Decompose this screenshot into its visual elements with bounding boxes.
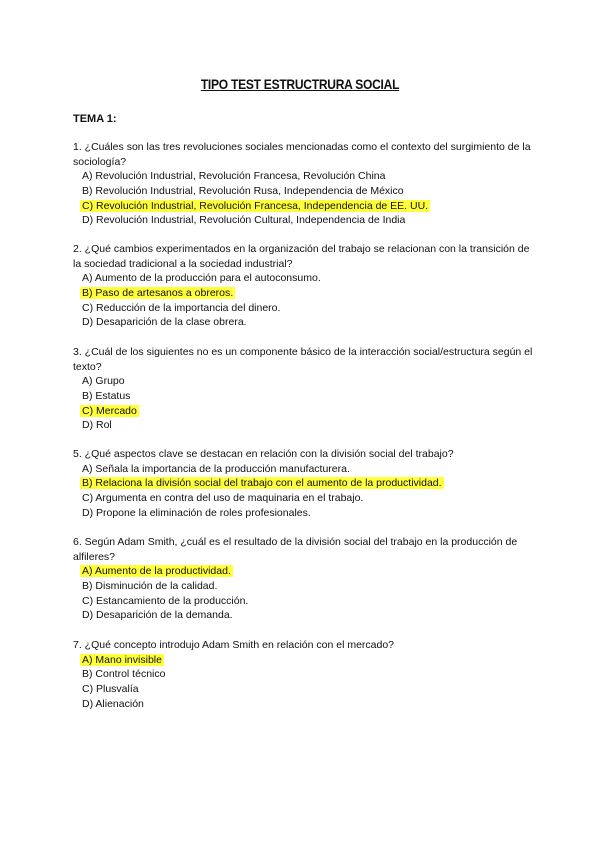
question-text: 7. ¿Qué concepto introdujo Adam Smith en relación con el mercado? (73, 639, 395, 651)
option-b: B) Disminución de la calidad. (82, 579, 218, 592)
question-5 (73, 447, 533, 521)
option-d: D) Alienación (82, 697, 144, 710)
question-text: 1. ¿Cuáles son las tres revoluciones sociales mencionadas como el contexto del surgimiento de la sociología? (73, 141, 531, 168)
option-c: C) Argumenta en contra del uso de maquinaria en el trabajo. (82, 492, 364, 505)
option-a: A) Aumento de la productividad. (82, 565, 231, 577)
option-list (73, 564, 533, 623)
question-1 (73, 140, 533, 228)
question-7 (73, 638, 533, 712)
option-a: A) Grupo (82, 375, 125, 387)
option-b: B) Control técnico (82, 668, 166, 681)
option-d: D) Desaparición de la demanda. (82, 609, 233, 622)
option-a: A) Señala la importancia de la producción manufacturera. (82, 462, 350, 475)
option-list (73, 374, 533, 433)
section-heading: TEMA 1: (73, 113, 117, 125)
option-b: B) Relaciona la división social del trabajo con el aumento de la productividad. (82, 477, 442, 490)
option-c: C) Reducción de la importancia del dinero. (82, 301, 281, 314)
option-c: C) Revolución Industrial, Revolución Francesa, Independencia de EE. UU. (82, 199, 429, 212)
option-b: B) Paso de artesanos a obreros. (82, 286, 234, 299)
document-title: TIPO TEST ESTRUCTRURA SOCIAL (200, 76, 400, 92)
question-6 (73, 535, 533, 623)
option-b: B) Revolución Industrial, Revolución Rusa, Independencia de México (82, 184, 404, 197)
option-d: D) Revolución Industrial, Revolución Cultural, Independencia de India (82, 214, 406, 227)
option-d: D) Desaparición de la clase obrera. (82, 316, 247, 329)
question-3 (73, 345, 533, 433)
question-text: 6. Según Adam Smith, ¿cuál es el resultado de la división social del trabajo en la producción de alfileres? (73, 536, 518, 563)
option-list (73, 653, 533, 712)
option-list (73, 462, 533, 521)
option-a: A) Revolución Industrial, Revolución Francesa, Revolución China (82, 170, 386, 182)
option-b: B) Estatus (82, 389, 131, 402)
question-text: 5. ¿Qué aspectos clave se destacan en relación con la división social del trabajo? (73, 448, 454, 460)
option-d: D) Propone la eliminación de roles profesionales. (82, 506, 311, 519)
option-d: D) Rol (82, 419, 112, 432)
option-c: C) Mercado (82, 404, 137, 417)
option-c: C) Estancamiento de la producción. (82, 594, 249, 607)
question-text: 2. ¿Qué cambios experimentados en la organización del trabajo se relacionan con la transición de la sociedad tradicional a la sociedad industrial? (73, 243, 530, 270)
question-2 (73, 242, 533, 330)
option-c: C) Plusvalía (82, 683, 139, 696)
option-list (73, 271, 533, 330)
option-list (73, 169, 533, 228)
option-a: A) Mano invisible (82, 653, 162, 666)
question-text: 3. ¿Cuál de los siguientes no es un componente básico de la interacción social/estructura según el texto? (73, 346, 533, 373)
option-a: A) Aumento de la producción para el autoconsumo. (82, 272, 321, 284)
